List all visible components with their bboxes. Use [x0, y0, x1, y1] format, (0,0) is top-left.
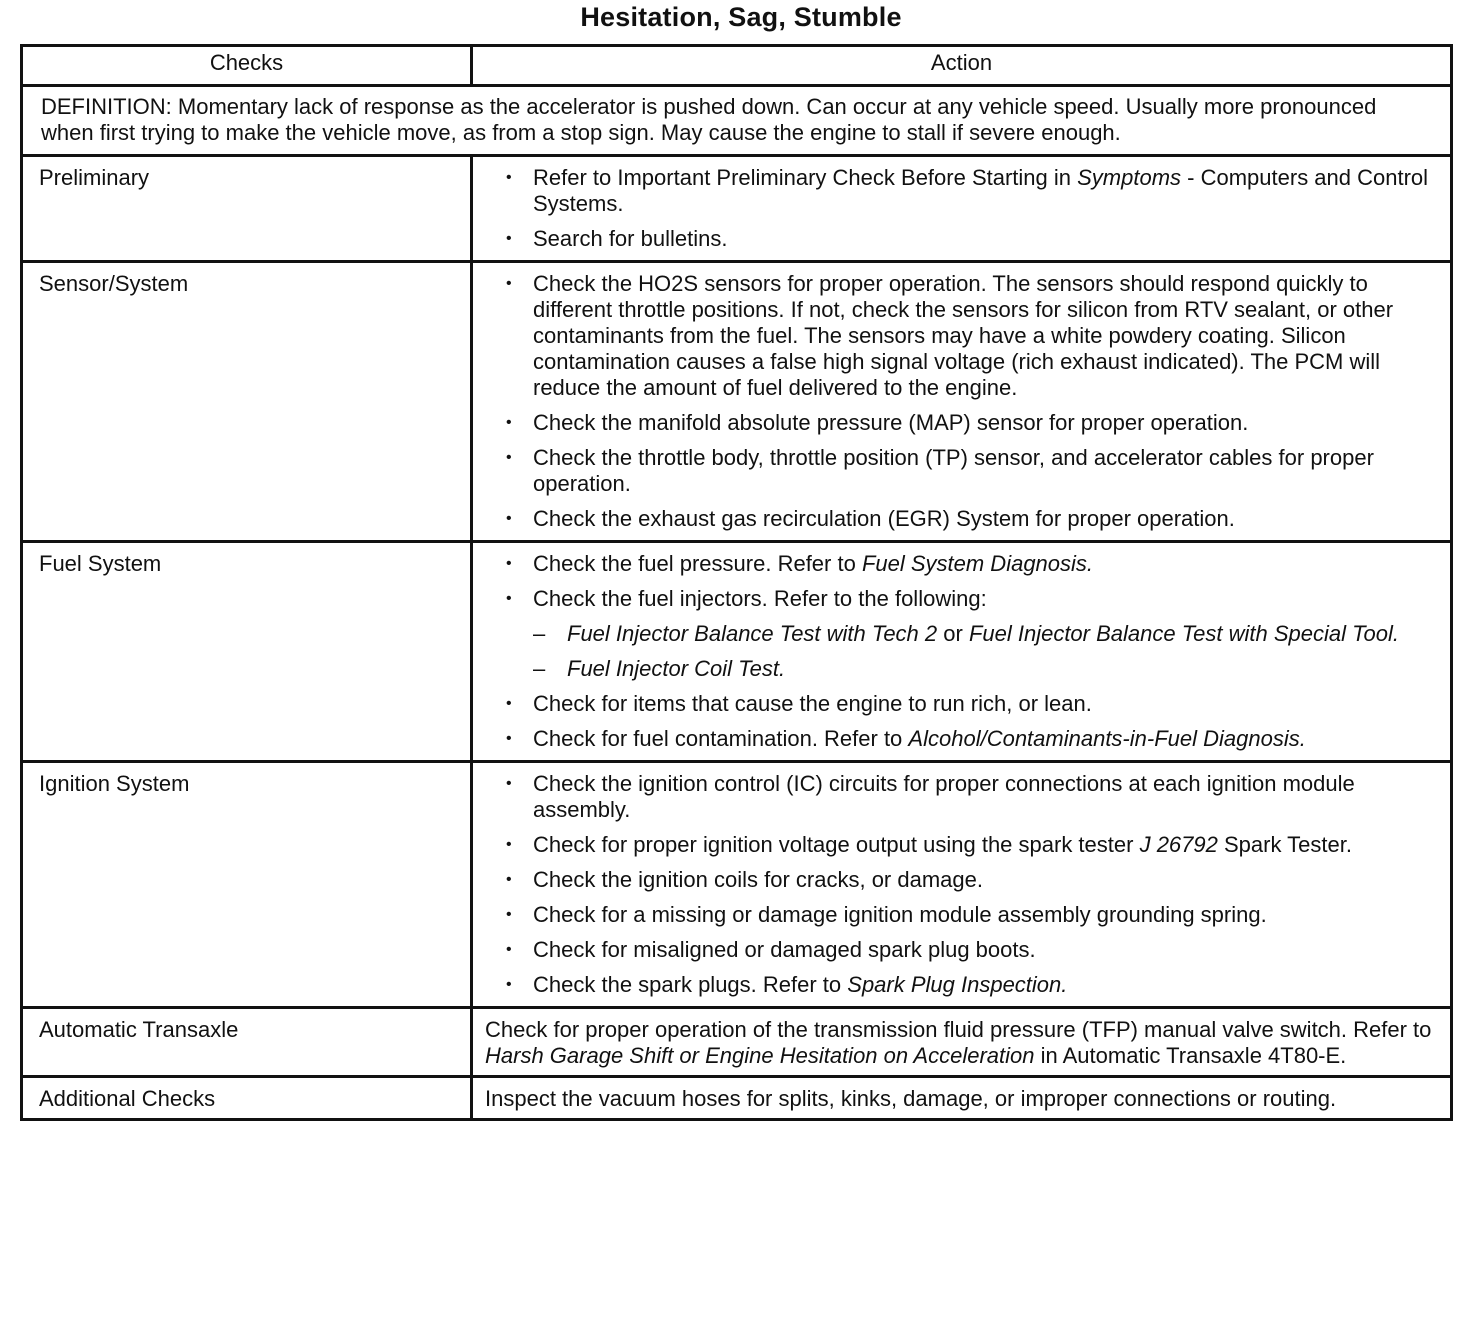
reference-link: Fuel Injector Balance Test with Tech 2 [567, 621, 938, 646]
action-text: Check for items that cause the engine to run rich, or lean. [533, 691, 1092, 716]
bullet: • [506, 730, 512, 747]
bullet: • [506, 906, 512, 923]
definition-text: DEFINITION: Momentary lack of response as the accelerator is pushed down. Can occur at any vehicle speed. Usually more pronounced when first trying to make the vehicle move, as from a stop sign. May cause the engine to stall if severe enough. [22, 86, 1452, 156]
bullet: • [506, 230, 512, 247]
page-title: Hesitation, Sag, Stumble [580, 2, 902, 32]
action-list [503, 551, 1436, 752]
action-cell-ignition-system [472, 762, 1452, 1008]
reference-link: Fuel Injector Balance Test with Special Tool. [968, 621, 1399, 646]
action-cell-automatic-transaxle [472, 1008, 1452, 1077]
action-item [503, 586, 1436, 682]
action-item [503, 551, 1436, 577]
action-text: Check for proper operation of the transmission fluid pressure (TFP) manual valve switch. Refer to [485, 1017, 1432, 1042]
bullet: • [506, 836, 512, 853]
action-item [503, 726, 1436, 752]
table-row-automatic-transaxle [22, 1008, 1452, 1077]
dash: – [533, 621, 546, 646]
action-text: Check for misaligned or damaged spark plug boots. [533, 937, 1036, 962]
action-text: Check for a missing or damage ignition module assembly grounding spring. [533, 902, 1267, 927]
action-cell-additional-checks: Inspect the vacuum hoses for splits, kinks, damage, or improper connections or routing. [472, 1077, 1452, 1120]
bullet: • [506, 169, 512, 186]
action-item [503, 506, 1436, 532]
action-text: Check the ignition coils for cracks, or damage. [533, 867, 983, 892]
table-header-row [22, 46, 1452, 86]
action-text: Check the manifold absolute pressure (MAP) sensor for proper operation. [533, 410, 1249, 435]
action-text: or [937, 621, 969, 646]
action-text: Check the spark plugs. Refer to [533, 972, 848, 997]
table-row-preliminary [22, 156, 1452, 262]
action-item [503, 271, 1436, 401]
action-text: Spark Tester. [1217, 832, 1352, 857]
sub-list [533, 621, 1436, 682]
diagnostic-table [20, 44, 1453, 1121]
table-row-additional-checks [22, 1077, 1452, 1120]
sub-item [533, 621, 1436, 647]
bullet: • [506, 775, 512, 792]
action-item [503, 867, 1436, 893]
bullet: • [506, 414, 512, 431]
action-text: Check the HO2S sensors for proper operation. The sensors should respond quickly to different throttle positions. If not, check the sensors for silicon from RTV sealant, or other contaminants from the fuel. The sensors may have a white powdery coating. Silicon contamination causes a false high signal voltage (rich exhaust indicated). The PCM will reduce the amount of fuel delivered to the engine. [533, 271, 1394, 400]
dash: – [533, 656, 546, 681]
bullet: • [506, 976, 512, 993]
check-label-preliminary: Preliminary [22, 156, 472, 262]
action-item [503, 165, 1436, 217]
tool-number: J 26792 [1139, 832, 1218, 857]
bullet: • [506, 590, 512, 607]
action-item [503, 972, 1436, 998]
action-cell-sensor-system [472, 262, 1452, 542]
action-list [503, 165, 1436, 252]
action-text: Check for proper ignition voltage output using the spark tester [533, 832, 1140, 857]
action-text: Check the ignition control (IC) circuits for proper connections at each ignition module assembly. [533, 771, 1355, 822]
action-list [503, 771, 1436, 998]
check-label-automatic-transaxle: Automatic Transaxle [22, 1008, 472, 1077]
bullet: • [506, 275, 512, 292]
action-cell-preliminary [472, 156, 1452, 262]
action-cell-fuel-system [472, 542, 1452, 762]
table-row-sensor-system [22, 262, 1452, 542]
check-label-fuel-system: Fuel System [22, 542, 472, 762]
action-text: Check the fuel pressure. Refer to [533, 551, 862, 576]
check-label-additional-checks: Additional Checks [22, 1077, 472, 1120]
check-label-sensor-system: Sensor/System [22, 262, 472, 542]
action-list [503, 271, 1436, 532]
action-text: Refer to Important Preliminary Check Before Starting in [533, 165, 1078, 190]
reference-link: Alcohol/Contaminants-in-Fuel Diagnosis. [908, 726, 1306, 751]
bullet: • [506, 871, 512, 888]
check-label-ignition-system: Ignition System [22, 762, 472, 1008]
reference-link: Harsh Garage Shift or Engine Hesitation on Acceleration [485, 1043, 1035, 1068]
action-item [503, 445, 1436, 497]
bullet: • [506, 449, 512, 466]
bullet: • [506, 695, 512, 712]
bullet: • [506, 555, 512, 572]
definition-row [22, 86, 1452, 156]
action-text: in Automatic Transaxle 4T80-E. [1034, 1043, 1347, 1068]
reference-link: Fuel System Diagnosis. [861, 551, 1094, 576]
action-item [503, 832, 1436, 858]
reference-link: Fuel Injector Coil Test. [567, 656, 786, 681]
bullet: • [506, 941, 512, 958]
action-item [503, 771, 1436, 823]
table-row-fuel-system [22, 542, 1452, 762]
header-action: Action [472, 46, 1452, 86]
action-item [503, 226, 1436, 252]
action-item [503, 902, 1436, 928]
header-checks: Checks [22, 46, 472, 86]
reference-link: Spark Plug Inspection. [847, 972, 1068, 997]
table-row-ignition-system [22, 762, 1452, 1008]
action-text: Check the throttle body, throttle position (TP) sensor, and accelerator cables for proper operation. [533, 445, 1374, 496]
reference-link: Symptoms [1077, 165, 1182, 190]
action-text: Search for bulletins. [533, 226, 728, 251]
action-item [503, 937, 1436, 963]
action-text: Check for fuel contamination. Refer to [533, 726, 909, 751]
bullet: • [506, 510, 512, 527]
sub-item [533, 656, 1436, 682]
action-text: Check the fuel injectors. Refer to the following: [533, 586, 987, 611]
action-text: Check the exhaust gas recirculation (EGR) System for proper operation. [533, 506, 1235, 531]
action-item [503, 691, 1436, 717]
action-item [503, 410, 1436, 436]
action-text: - Computers and Control Systems. [533, 165, 1429, 216]
